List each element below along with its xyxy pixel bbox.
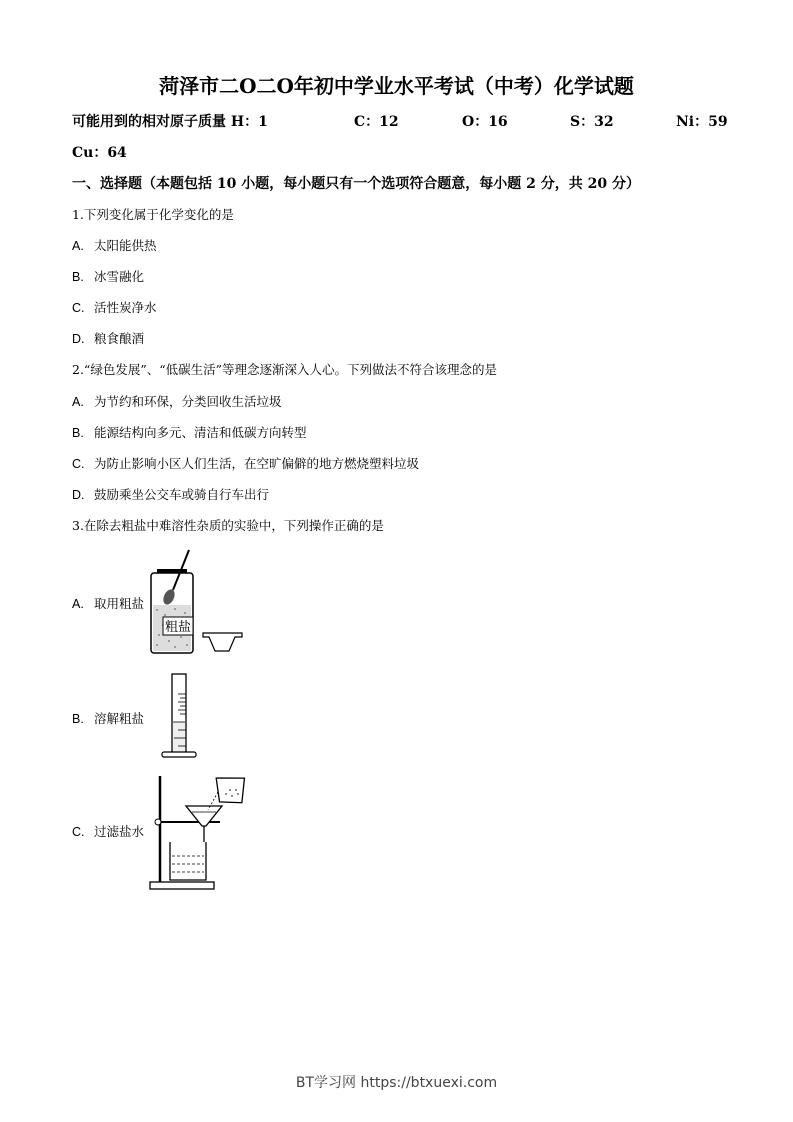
svg-text:粗盐: 粗盐 bbox=[165, 620, 192, 635]
filtration-setup-figure-icon bbox=[146, 770, 256, 892]
question-2-option-d: D. 鼓励乘坐公交车或骑自行车出行 bbox=[72, 487, 270, 502]
atomic-mass-ni: Ni：59 bbox=[676, 114, 728, 130]
question-2-stem: 2.“绿色发展”、“低碳生活”等理念逐渐深入人心。下列做法不符合该理念的是 bbox=[72, 362, 497, 377]
atomic-mass-label bbox=[72, 111, 268, 131]
question-3-option-c: C. 过滤盐水 bbox=[72, 824, 145, 839]
question-1-option-d: D. 粮食酿酒 bbox=[72, 331, 145, 346]
question-3-stem: 3.在除去粗盐中难溶性杂质的实验中，下列操作正确的是 bbox=[72, 518, 384, 533]
atomic-mass-cu: Cu：64 bbox=[72, 145, 127, 161]
question-3-option-a: A. 取用粗盐 bbox=[72, 596, 145, 611]
atomic-mass-c: C：12 bbox=[354, 114, 399, 130]
question-1-stem: 1.下列变化属于化学变化的是 bbox=[72, 207, 234, 222]
question-2-option-b: B. 能源结构向多元、清洁和低碳方向转型 bbox=[72, 425, 307, 440]
question-1-option-a: A. 太阳能供热 bbox=[72, 238, 157, 253]
question-1-option-b: B. 冰雪融化 bbox=[72, 269, 145, 284]
footer-watermark: BT学习网 https://btxuexi.com bbox=[295, 1075, 498, 1091]
page-title: 菏泽市二O二O年初中学业水平考试（中考）化学试题 bbox=[159, 74, 634, 98]
question-2-option-a: A. 为节约和环保，分类回收生活垃圾 bbox=[72, 394, 282, 409]
reagent-bottle-figure-icon bbox=[145, 545, 250, 657]
question-3-option-b: B. 溶解粗盐 bbox=[72, 711, 145, 726]
question-1-option-c: C. 活性炭净水 bbox=[72, 300, 157, 315]
atomic-mass-s: S：32 bbox=[570, 114, 614, 130]
atomic-mass-heading: 可能用到的相对原子质量 bbox=[72, 114, 226, 130]
atomic-mass-h: H：1 bbox=[230, 114, 268, 130]
question-2-option-c: C. 为防止影响小区人们生活，在空旷偏僻的地方燃烧塑料垃圾 bbox=[72, 456, 420, 471]
section-heading: 一、选择题（本题包括 10 小题，每小题只有一个选项符合题意，每小题 2 分，共 20 分） bbox=[72, 176, 640, 192]
graduated-cylinder-figure-icon bbox=[160, 672, 200, 760]
atomic-mass-o: O：16 bbox=[462, 114, 508, 130]
